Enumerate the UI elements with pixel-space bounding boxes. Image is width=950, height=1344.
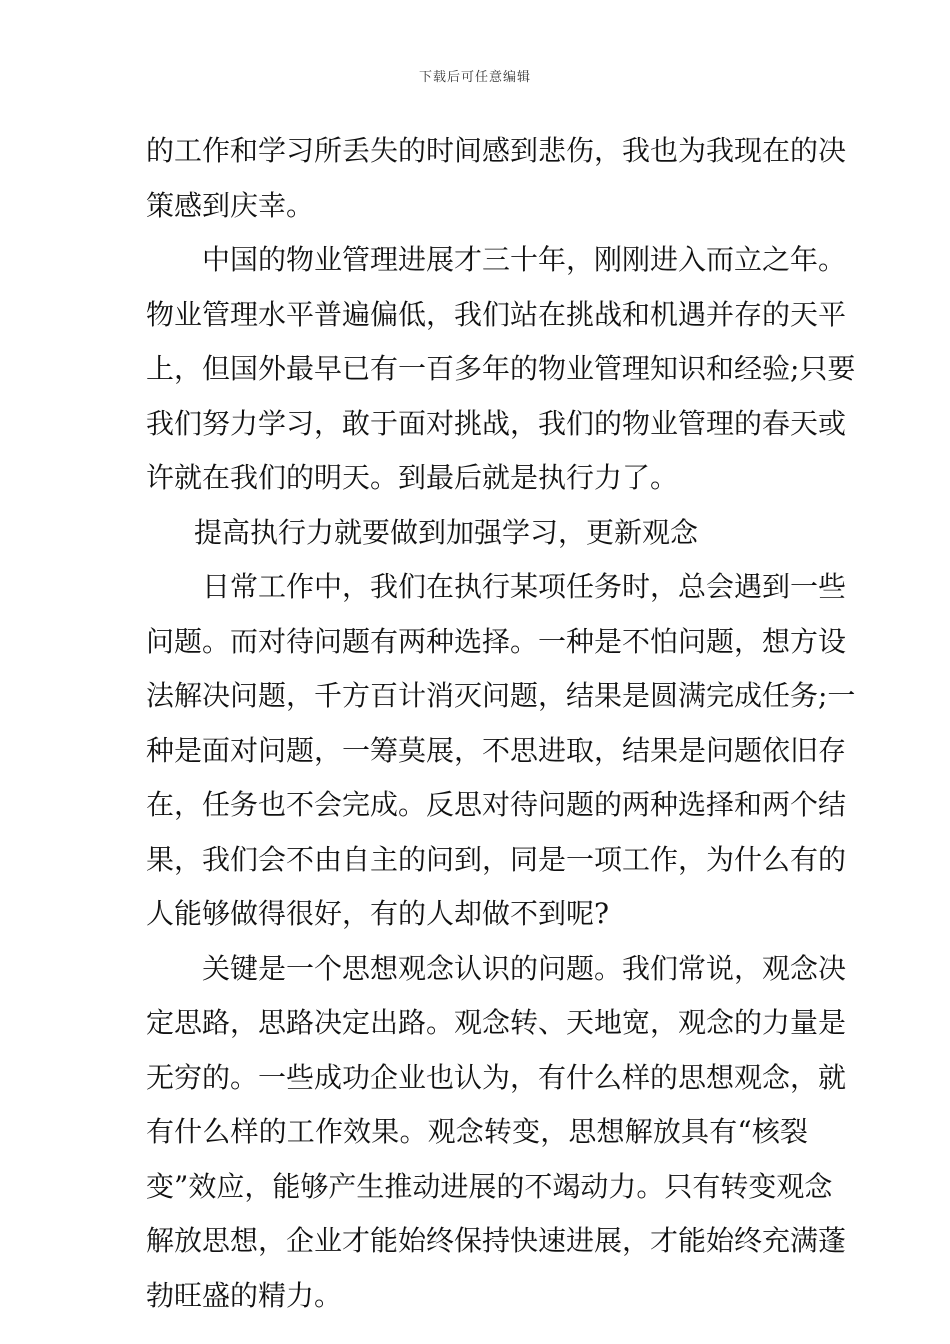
text-line: 策感到庆幸。 [146,188,315,222]
paragraph [146,560,856,942]
text-line: 勃旺盛的精力。 [146,1278,343,1312]
text-line: 变”效应，能够产生推动进展的不竭动力。只有转变观念 [146,1169,833,1203]
text-line: 中国的物业管理进展才三十年，刚刚进入而立之年。 [202,243,847,276]
text-line: 有什么样的工作效果。观念转变，思想解放具有“核裂 [146,1115,808,1148]
text-line: 物业管理水平普遍偏低，我们站在挑战和机遇并存的天平 [146,297,847,331]
text-line: 法解决问题，千方百计消灭问题，结果是圆满完成任务;一 [146,679,856,712]
text-line: 果，我们会不由自主的问到，同是一项工作，为什么有的 [146,842,847,876]
text-line: 提高执行力就要做到加强学习，更新观念 [194,515,699,549]
text-line: 无穷的。一些成功企业也认为，有什么样的思想观念，就 [146,1060,847,1094]
text-line: 上，但国外最早已有一百多年的物业管理知识和经验;只要 [146,352,856,385]
paragraph [146,233,856,506]
document-body [146,124,856,1323]
paragraph [146,124,847,233]
paragraph [146,942,847,1324]
text-line: 定思路，思路决定出路。观念转、天地宽，观念的力量是 [146,1006,847,1039]
page-header: 下载后可任意编辑 [418,70,531,85]
text-line: 的工作和学习所丢失的时间感到悲伤，我也为我现在的决 [146,134,847,167]
text-line: 解放思想，企业才能始终保持快速进展，才能始终充满蓬 [146,1224,847,1257]
text-line: 问题。而对待问题有两种选择。一种是不怕问题，想方设 [146,624,847,658]
text-line: 人能够做得很好，有的人却做不到呢? [146,897,610,930]
text-line: 日常工作中，我们在执行某项任务时，总会遇到一些 [202,570,847,603]
paragraph-heading [146,506,808,561]
text-line: 在，任务也不会完成。反思对待问题的两种选择和两个结 [146,788,847,821]
text-line: 许就在我们的明天。到最后就是执行力了。 [146,461,679,494]
text-line: 关键是一个思想观念认识的问题。我们常说，观念决 [202,951,847,985]
text-line: 我们努力学习，敢于面对挑战，我们的物业管理的春天或 [146,406,847,440]
text-line: 种是面对问题，一筹莫展，不思进取，结果是问题依旧存 [146,733,847,767]
